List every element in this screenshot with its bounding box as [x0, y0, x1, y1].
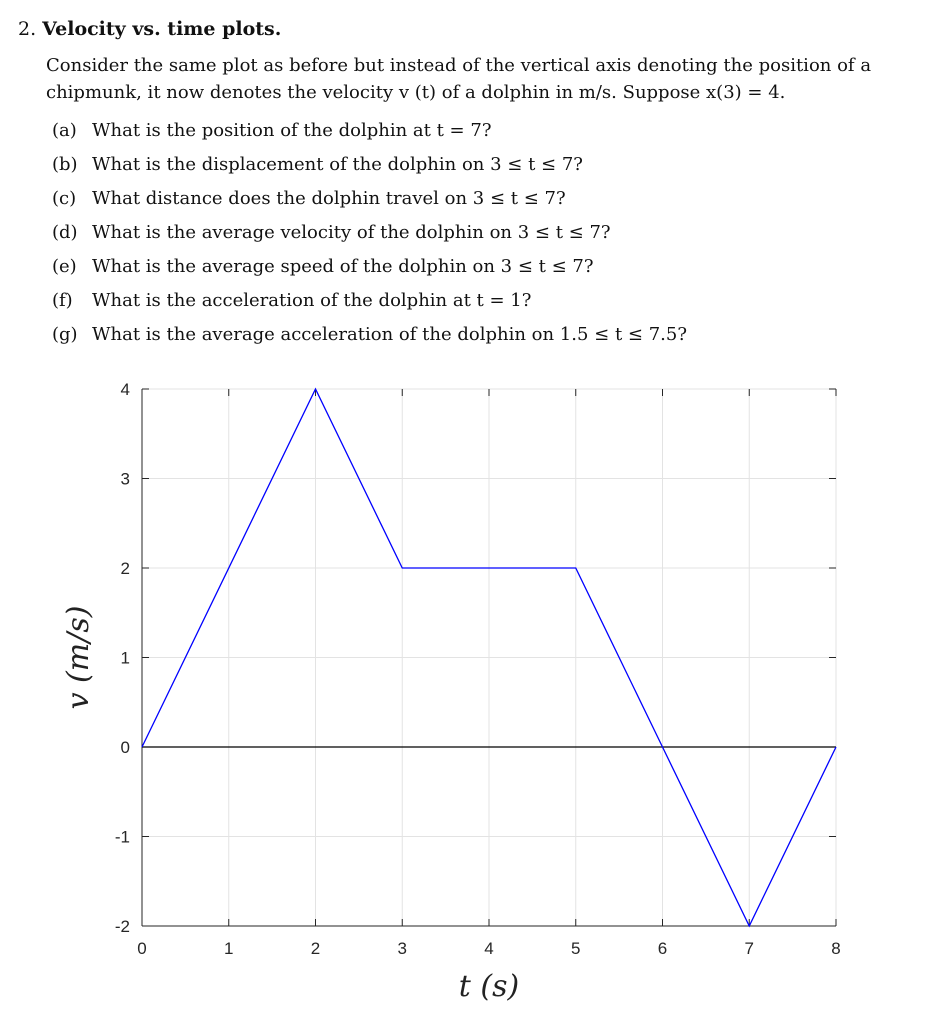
x-tick-label: 1: [224, 939, 234, 958]
question-list: [52, 118, 687, 356]
chart-grid: [142, 389, 836, 926]
question-a: [52, 118, 687, 152]
question-text: What is the average acceleration of the dolphin on 1.5 ≤ t ≤ 7.5?: [92, 324, 687, 345]
question-d: [52, 220, 687, 254]
question-label: (b): [52, 154, 78, 175]
question-label: (e): [52, 256, 77, 277]
question-g: [52, 322, 687, 356]
y-axis-label: v (m/s): [61, 605, 96, 710]
question-b: [52, 152, 687, 186]
problem-heading: [18, 18, 281, 40]
question-label: (a): [52, 120, 77, 141]
x-axis-label: t (s): [458, 969, 520, 1004]
question-text: What is the acceleration of the dolphin at t = 1?: [92, 290, 532, 311]
question-text: What is the average speed of the dolphin on 3 ≤ t ≤ 7?: [92, 256, 594, 277]
velocity-time-chart: [0, 372, 927, 1024]
axis-labels: [61, 380, 841, 1004]
y-tick-label: -1: [114, 827, 130, 847]
intro-line-1: Consider the same plot as before but instead of the vertical axis denoting the position of a: [46, 55, 872, 76]
problem-number: 2.: [18, 18, 37, 40]
question-f: [52, 288, 687, 322]
x-tick-label: 6: [657, 939, 668, 958]
question-label: (f): [52, 290, 73, 311]
question-text: What is the average velocity of the dolphin on 3 ≤ t ≤ 7?: [92, 222, 611, 243]
question-e: [52, 254, 687, 288]
question-text: What is the position of the dolphin at t = 7?: [92, 120, 492, 141]
problem-intro: [46, 52, 916, 106]
y-tick-label: -2: [114, 917, 130, 936]
y-tick-label: 3: [120, 469, 130, 489]
problem-title: Velocity vs. time plots.: [42, 18, 282, 40]
y-tick-label: 0: [120, 738, 130, 757]
question-text: What is the displacement of the dolphin on 3 ≤ t ≤ 7?: [92, 154, 583, 175]
y-tick-label: 1: [120, 648, 130, 668]
x-tick-label: 7: [744, 939, 754, 958]
question-label: (g): [52, 324, 78, 345]
y-tick-label: 2: [120, 559, 130, 578]
x-tick-label: 2: [310, 939, 321, 958]
y-tick-label: 4: [120, 380, 130, 399]
x-tick-label: 3: [397, 939, 407, 958]
question-label: (d): [52, 222, 78, 243]
x-tick-label: 0: [137, 939, 147, 958]
x-tick-label: 4: [484, 939, 494, 958]
x-tick-label: 8: [831, 939, 841, 958]
question-text: What distance does the dolphin travel on 3 ≤ t ≤ 7?: [92, 188, 566, 209]
question-c: [52, 186, 687, 220]
question-label: (c): [52, 188, 77, 209]
intro-line-2: chipmunk, it now denotes the velocity v (t) of a dolphin in m/s. Suppose x(3) = 4.: [46, 82, 786, 103]
x-tick-label: 5: [571, 939, 581, 958]
